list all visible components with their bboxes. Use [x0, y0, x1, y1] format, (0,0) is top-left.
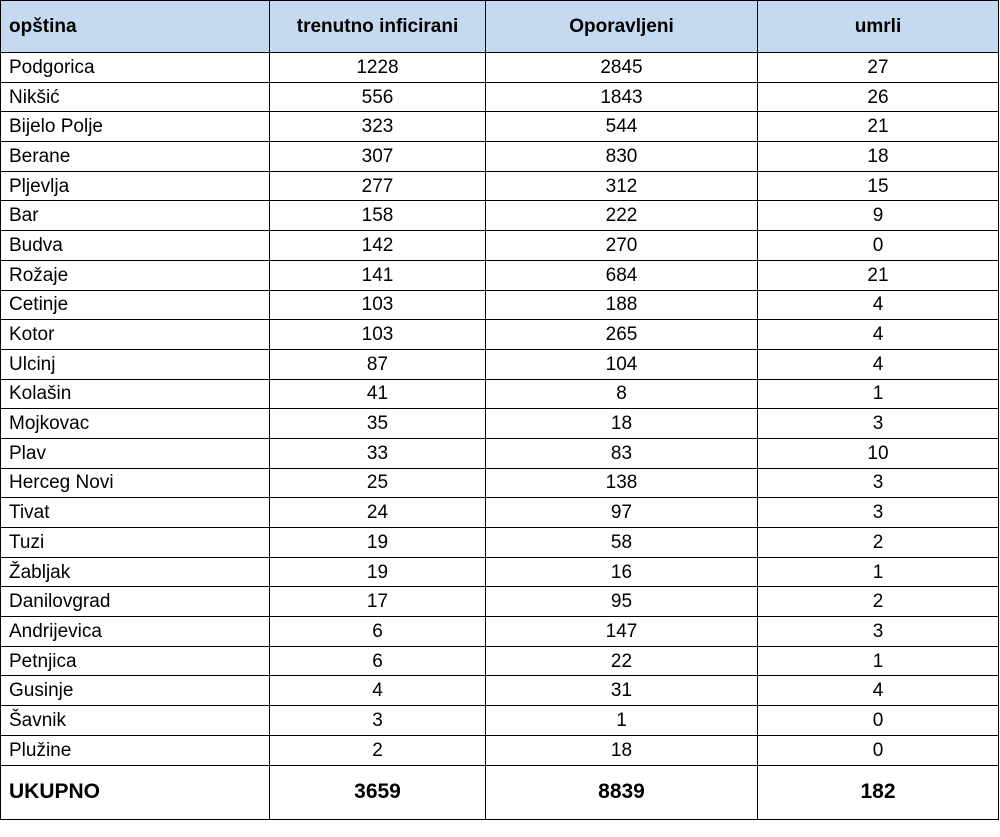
cell-recovered: 104	[486, 349, 758, 379]
table-row	[1, 201, 999, 231]
cell-recovered: 188	[486, 290, 758, 320]
cell-municipality: Rožaje	[1, 260, 270, 290]
total-label: UKUPNO	[1, 765, 270, 819]
cell-deceased: 27	[758, 53, 999, 83]
cell-recovered: 270	[486, 231, 758, 261]
cell-recovered: 830	[486, 142, 758, 172]
cell-municipality: Tuzi	[1, 528, 270, 558]
cell-deceased: 21	[758, 260, 999, 290]
cell-recovered: 83	[486, 438, 758, 468]
cell-municipality: Cetinje	[1, 290, 270, 320]
cell-deceased: 1	[758, 557, 999, 587]
cell-recovered: 544	[486, 112, 758, 142]
cell-deceased: 0	[758, 735, 999, 765]
cell-municipality: Plužine	[1, 735, 270, 765]
cell-recovered: 222	[486, 201, 758, 231]
cell-municipality: Gusinje	[1, 676, 270, 706]
cell-currently-infected: 87	[270, 349, 486, 379]
cell-municipality: Podgorica	[1, 53, 270, 83]
table-row	[1, 53, 999, 83]
cell-municipality: Mojkovac	[1, 409, 270, 439]
table-row	[1, 409, 999, 439]
column-header-currently-infected: trenutno inficirani	[270, 1, 486, 53]
cell-currently-infected: 277	[270, 171, 486, 201]
cell-deceased: 1	[758, 646, 999, 676]
cell-recovered: 31	[486, 676, 758, 706]
table-row	[1, 587, 999, 617]
cell-municipality: Andrijevica	[1, 617, 270, 647]
cell-municipality: Plav	[1, 438, 270, 468]
table-row	[1, 82, 999, 112]
cell-recovered: 97	[486, 498, 758, 528]
total-currently-infected: 3659	[270, 765, 486, 819]
cell-currently-infected: 25	[270, 468, 486, 498]
table-header	[1, 1, 999, 53]
cell-currently-infected: 3	[270, 706, 486, 736]
cell-municipality: Ulcinj	[1, 349, 270, 379]
cell-deceased: 9	[758, 201, 999, 231]
cell-municipality: Bijelo Polje	[1, 112, 270, 142]
cell-recovered: 1843	[486, 82, 758, 112]
table-row	[1, 171, 999, 201]
table-row	[1, 260, 999, 290]
cell-currently-infected: 33	[270, 438, 486, 468]
cell-currently-infected: 41	[270, 379, 486, 409]
cell-municipality: Tivat	[1, 498, 270, 528]
cell-municipality: Berane	[1, 142, 270, 172]
cell-currently-infected: 158	[270, 201, 486, 231]
table-row	[1, 676, 999, 706]
table-row	[1, 498, 999, 528]
cell-currently-infected: 35	[270, 409, 486, 439]
cell-deceased: 1	[758, 379, 999, 409]
cell-recovered: 18	[486, 409, 758, 439]
table-row	[1, 142, 999, 172]
cell-currently-infected: 24	[270, 498, 486, 528]
table-row	[1, 379, 999, 409]
cell-recovered: 2845	[486, 53, 758, 83]
cell-deceased: 4	[758, 320, 999, 350]
table-row	[1, 112, 999, 142]
table-row	[1, 646, 999, 676]
cell-recovered: 58	[486, 528, 758, 558]
table-row	[1, 320, 999, 350]
cell-recovered: 22	[486, 646, 758, 676]
cell-currently-infected: 4	[270, 676, 486, 706]
cell-currently-infected: 2	[270, 735, 486, 765]
table-row	[1, 438, 999, 468]
table-row	[1, 706, 999, 736]
cell-deceased: 26	[758, 82, 999, 112]
cell-deceased: 4	[758, 290, 999, 320]
cell-deceased: 2	[758, 587, 999, 617]
cell-currently-infected: 1228	[270, 53, 486, 83]
cell-deceased: 15	[758, 171, 999, 201]
cell-municipality: Žabljak	[1, 557, 270, 587]
cell-deceased: 3	[758, 409, 999, 439]
cell-municipality: Budva	[1, 231, 270, 261]
cell-recovered: 147	[486, 617, 758, 647]
cell-currently-infected: 307	[270, 142, 486, 172]
cell-recovered: 684	[486, 260, 758, 290]
cell-deceased: 4	[758, 349, 999, 379]
cell-currently-infected: 142	[270, 231, 486, 261]
cell-municipality: Šavnik	[1, 706, 270, 736]
table-row	[1, 528, 999, 558]
table-row	[1, 290, 999, 320]
table-row	[1, 349, 999, 379]
table-row	[1, 735, 999, 765]
table-row	[1, 468, 999, 498]
cell-municipality: Petnjica	[1, 646, 270, 676]
cell-recovered: 138	[486, 468, 758, 498]
cell-currently-infected: 141	[270, 260, 486, 290]
cell-municipality: Herceg Novi	[1, 468, 270, 498]
cell-deceased: 0	[758, 706, 999, 736]
cell-deceased: 3	[758, 468, 999, 498]
cell-municipality: Danilovgrad	[1, 587, 270, 617]
cell-currently-infected: 17	[270, 587, 486, 617]
table-footer	[1, 765, 999, 819]
cell-recovered: 16	[486, 557, 758, 587]
cell-deceased: 10	[758, 438, 999, 468]
cell-recovered: 312	[486, 171, 758, 201]
cell-deceased: 4	[758, 676, 999, 706]
table-row	[1, 231, 999, 261]
cell-currently-infected: 19	[270, 557, 486, 587]
cell-currently-infected: 323	[270, 112, 486, 142]
cell-recovered: 1	[486, 706, 758, 736]
cell-currently-infected: 6	[270, 617, 486, 647]
column-header-deceased: umrli	[758, 1, 999, 53]
table-body	[1, 53, 999, 766]
column-header-recovered: Oporavljeni	[486, 1, 758, 53]
cell-deceased: 2	[758, 528, 999, 558]
cell-currently-infected: 556	[270, 82, 486, 112]
cell-recovered: 265	[486, 320, 758, 350]
cell-municipality: Bar	[1, 201, 270, 231]
cell-municipality: Kotor	[1, 320, 270, 350]
cell-deceased: 18	[758, 142, 999, 172]
table-row	[1, 557, 999, 587]
total-recovered: 8839	[486, 765, 758, 819]
cell-recovered: 18	[486, 735, 758, 765]
cell-deceased: 3	[758, 617, 999, 647]
cell-deceased: 21	[758, 112, 999, 142]
cell-currently-infected: 103	[270, 290, 486, 320]
cell-municipality: Kolašin	[1, 379, 270, 409]
cell-currently-infected: 19	[270, 528, 486, 558]
total-row	[1, 765, 999, 819]
cell-deceased: 0	[758, 231, 999, 261]
cell-municipality: Pljevlja	[1, 171, 270, 201]
column-header-municipality: opština	[1, 1, 270, 53]
total-deceased: 182	[758, 765, 999, 819]
cell-deceased: 3	[758, 498, 999, 528]
cell-municipality: Nikšić	[1, 82, 270, 112]
header-row	[1, 1, 999, 53]
cell-currently-infected: 6	[270, 646, 486, 676]
cell-currently-infected: 103	[270, 320, 486, 350]
table-row	[1, 617, 999, 647]
cell-recovered: 95	[486, 587, 758, 617]
cell-recovered: 8	[486, 379, 758, 409]
